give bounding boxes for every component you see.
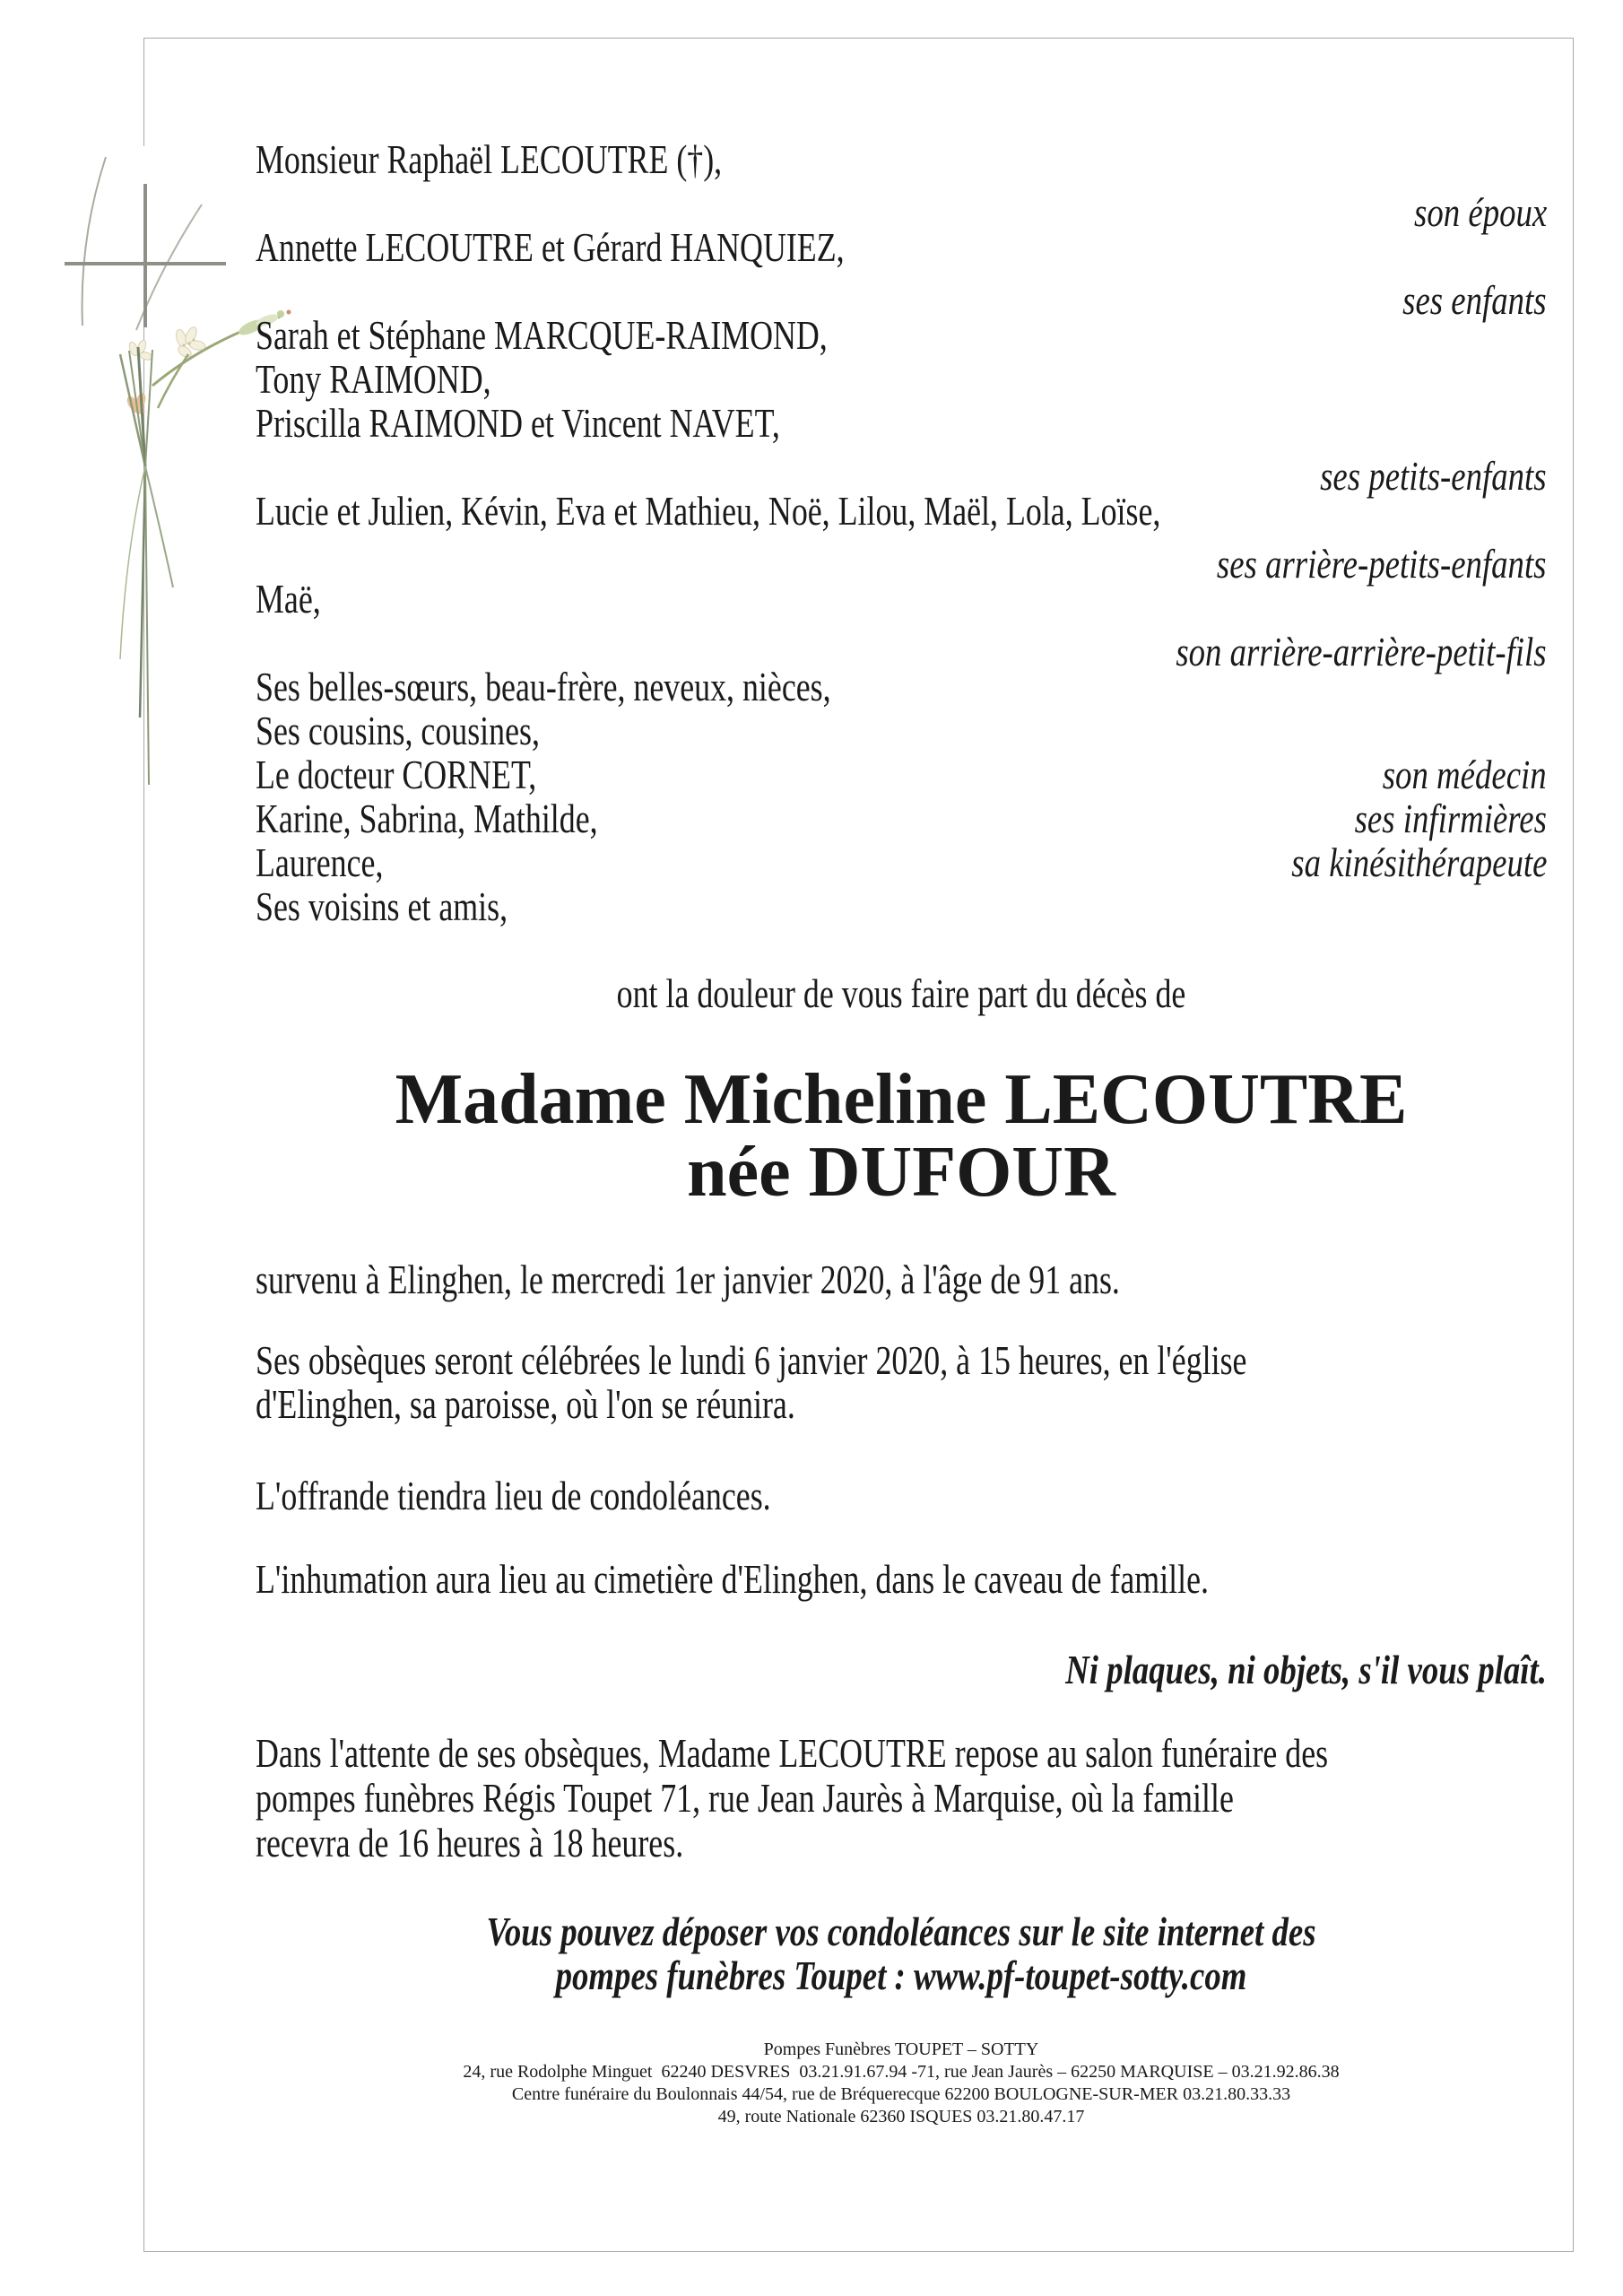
family-row	[256, 709, 1547, 752]
funeral-home-footer	[256, 2039, 1547, 2128]
relation-label: ses petits-enfants	[1320, 453, 1547, 499]
family-member-names: Priscilla RAIMOND et Vincent NAVET,	[256, 400, 780, 446]
family-member-names: Lucie et Julien, Kévin, Eva et Mathieu, Noë, Lilou, Maël, Lola, Loïse,	[256, 488, 1161, 534]
family-member-names: Ses voisins et amis,	[256, 883, 508, 929]
family-row	[256, 225, 1547, 269]
relation-label: son arrière-arrière-petit-fils	[1176, 629, 1547, 674]
grass-arc-left	[82, 157, 106, 326]
family-row	[256, 313, 1547, 357]
family-row	[256, 401, 1547, 445]
visitation-line: pompes funèbres Régis Toupet 71, rue Jean Jaurès à Marquise, où la famille	[256, 1775, 1234, 1821]
announcement-intro: ont la douleur de vous faire part du décès de	[616, 970, 1186, 1016]
funeral-home-address: 24, rue Rodolphe Minguet 62240 DESVRES 03.21.91.67.94 -71, rue Jean Jaurès – 62250 MARQUISE – 03.21.92.86.38	[463, 2062, 1340, 2082]
family-row	[256, 533, 1547, 587]
online-condolences-note	[256, 1909, 1547, 1997]
deceased-name: Madame Micheline LECOUTRE	[395, 1060, 1408, 1139]
family-row	[256, 357, 1547, 401]
condolence-line: Vous pouvez déposer vos condoléances sur le site internet des	[486, 1909, 1316, 1954]
family-row	[256, 445, 1547, 499]
family-list	[256, 137, 1547, 928]
family-row	[256, 665, 1547, 709]
flower-stem	[158, 354, 188, 408]
ceremony-line: Ses obsèques seront célébrées le lundi 6 janvier 2020, à 15 heures, en l'église	[256, 1337, 1247, 1383]
funeral-home-address: 49, route Nationale 62360 ISQUES 03.21.80.47.17	[717, 2107, 1085, 2126]
family-row	[256, 840, 1547, 884]
no-plaques-request: Ni plaques, ni objets, s'il vous plaît.	[1065, 1647, 1547, 1692]
family-member-names: Tony RAIMOND,	[256, 356, 491, 402]
family-row	[256, 621, 1547, 674]
family-row	[256, 181, 1547, 235]
family-member-names: Ses cousins, cousines,	[256, 708, 540, 753]
family-row	[256, 577, 1547, 621]
relation-label: son époux	[1413, 189, 1547, 235]
offering-note: L'offrande tiendra lieu de condoléances.	[256, 1473, 771, 1518]
scan-gap	[138, 146, 152, 187]
funeral-home-address: Centre funéraire du Boulonnais 44/54, rue de Bréquerecque 62200 BOULOGNE-SUR-MER 03.21.80.33.33	[511, 2084, 1291, 2104]
ceremony-details	[256, 1338, 1526, 1426]
relation-label: son médecin	[1383, 752, 1547, 797]
family-member-names: Laurence,	[256, 839, 384, 885]
visitation-line: Dans l'attente de ses obsèques, Madame LECOUTRE repose au salon funéraire des	[256, 1730, 1329, 1776]
relation-label: ses arrière-petits-enfants	[1217, 541, 1547, 587]
funeral-home-name: Pompes Funèbres TOUPET – SOTTY	[763, 2039, 1039, 2059]
ceremony-line: d'Elinghen, sa paroisse, où l'on se réunira.	[256, 1381, 795, 1427]
family-row	[256, 489, 1547, 533]
family-row	[256, 796, 1547, 840]
family-member-names: Le docteur CORNET,	[256, 752, 537, 797]
family-member-names: Monsieur Raphaël LECOUTRE (†),	[256, 136, 723, 182]
burial-details: L'inhumation aura lieu au cimetière d'Elinghen, dans le caveau de famille.	[256, 1556, 1210, 1602]
stem-sheaf	[120, 347, 173, 785]
family-member-names: Ses belles-sœurs, beau-frère, neveux, nièces,	[256, 664, 831, 709]
condolence-line-website: pompes funèbres Toupet : www.pf-toupet-sotty.com	[555, 1952, 1247, 1998]
family-row	[256, 269, 1547, 323]
family-member-names: Karine, Sabrina, Mathilde,	[256, 796, 598, 841]
relation-label: ses infirmières	[1354, 796, 1547, 841]
family-row	[256, 752, 1547, 796]
relation-label: ses enfants	[1402, 277, 1547, 323]
family-row	[256, 884, 1547, 928]
family-member-names: Annette LECOUTRE et Gérard HANQUIEZ,	[256, 224, 845, 270]
family-member-names: Sarah et Stéphane MARCQUE-RAIMOND,	[256, 312, 828, 358]
relation-label: sa kinésithérapeute	[1290, 839, 1547, 885]
death-details: survenu à Elinghen, le mercredi 1er janvier 2020, à l'âge de 91 ans.	[256, 1257, 1120, 1302]
family-row	[256, 137, 1547, 181]
maiden-name: née DUFOUR	[687, 1133, 1115, 1212]
visitation-details	[256, 1731, 1623, 1866]
family-member-names: Maë,	[256, 576, 321, 622]
visitation-line: recevra de 16 heures à 18 heures.	[256, 1820, 684, 1866]
